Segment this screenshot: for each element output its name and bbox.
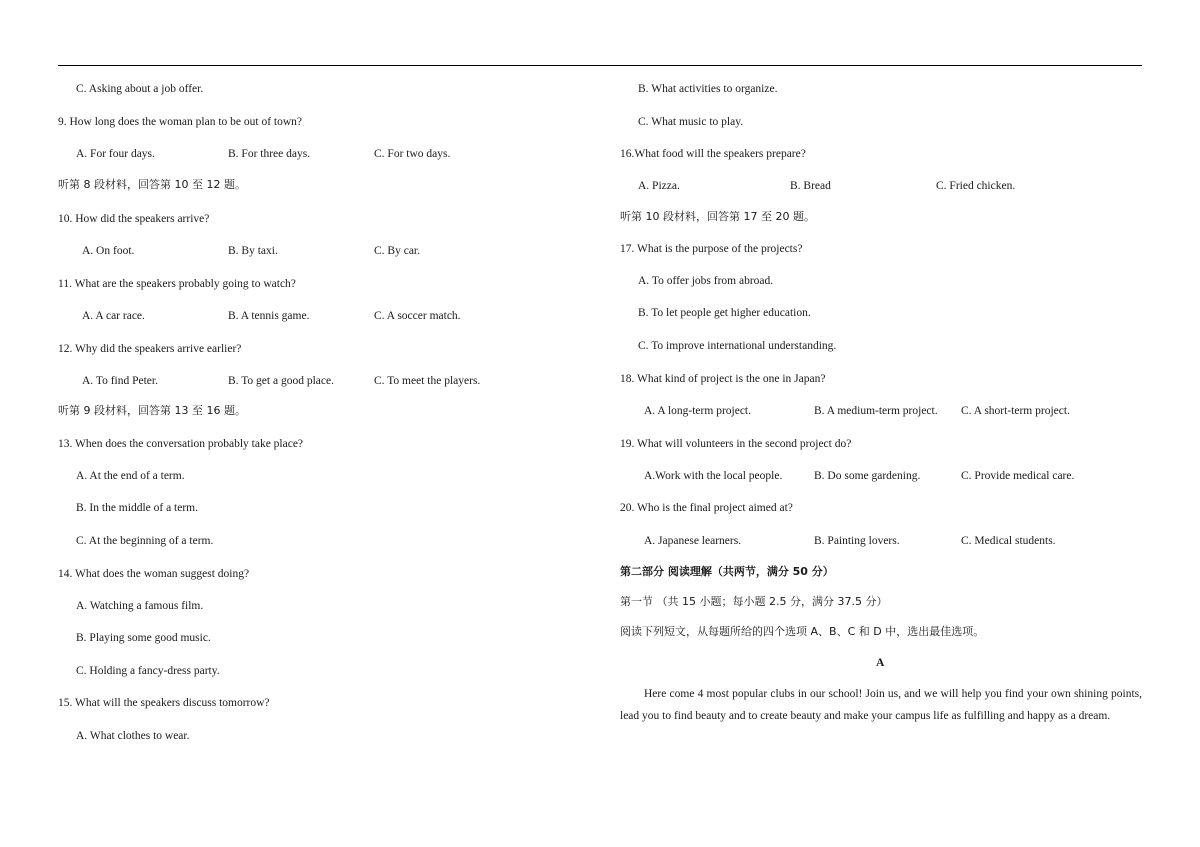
q9-option-b: B. For three days. [228,148,311,160]
q18-option-a: A. A long-term project. [644,405,751,417]
q18-option-b: B. A medium-term project. [814,405,938,417]
q16-option-a: A. Pizza. [638,180,680,192]
q10-option-c: C. By car. [374,245,420,257]
q19-option-a: A.Work with the local people. [644,470,783,482]
q16-option-c: C. Fried chicken. [936,180,1016,192]
q19-option-c: C. Provide medical care. [961,470,1075,482]
q20-option-c: C. Medical students. [961,535,1056,547]
q17-option-c: C. To improve international understanding. [638,340,837,352]
q17-question: 17. What is the purpose of the projects? [620,243,803,255]
q11-option-c: C. A soccer match. [374,310,461,322]
passage-label: A [876,657,885,669]
section-8-heading: 听第 8 段材料，回答第 10 至 12 题。 [58,178,246,191]
q12-option-c: C. To meet the players. [374,375,481,387]
q9-option-c: C. For two days. [374,148,451,160]
q19-question: 19. What will volunteers in the second project do? [620,438,852,450]
q13-question: 13. When does the conversation probably take place? [58,438,304,450]
q13-option-c: C. At the beginning of a term. [76,535,214,547]
q18-question: 18. What kind of project is the one in Japan? [620,373,826,385]
q15-option-b: B. What activities to organize. [638,83,778,95]
q20-option-a: A. Japanese learners. [644,535,742,547]
q10-option-b: B. By taxi. [228,245,278,257]
q15-question: 15. What will the speakers discuss tomorrow? [58,697,270,709]
q16-option-b: B. Bread [790,180,831,192]
q12-option-b: B. To get a good place. [228,375,334,387]
q20-option-b: B. Painting lovers. [814,535,900,547]
q12-question: 12. Why did the speakers arrive earlier? [58,343,242,355]
q19-option-b: B. Do some gardening. [814,470,921,482]
q8-option-c: C. Asking about a job offer. [76,83,204,95]
passage-a-text: Here come 4 most popular clubs in our school! Join us, and we will help you find your own shining points, lead you to find beauty and to create beauty and make your campus life as fulfilling and happy as a dream. [620,688,1142,722]
q14-option-a: A. Watching a famous film. [76,600,204,612]
q13-option-a: A. At the end of a term. [76,470,185,482]
q17-option-a: A. To offer jobs from abroad. [638,275,774,287]
q14-option-b: B. Playing some good music. [76,632,211,644]
part-2-instructions: 阅读下列短文，从每题所给的四个选项 A、B、C 和 D 中，选出最佳选项。 [620,625,985,638]
q11-option-b: B. A tennis game. [228,310,310,322]
part-2-section-1-heading: 第一节 （共 15 小题；每小题 2.5 分，满分 37.5 分） [620,595,888,608]
q10-question: 10. How did the speakers arrive? [58,213,210,225]
q20-question: 20. Who is the final project aimed at? [620,502,793,514]
q15-option-a: A. What clothes to wear. [76,730,190,742]
q11-option-a: A. A car race. [82,310,145,322]
q10-option-a: A. On foot. [82,245,135,257]
header-rule [58,65,1142,66]
q12-option-a: A. To find Peter. [82,375,158,387]
q13-option-b: B. In the middle of a term. [76,502,198,514]
section-9-heading: 听第 9 段材料，回答第 13 至 16 题。 [58,404,246,417]
q18-option-c: C. A short-term project. [961,405,1070,417]
q17-option-b: B. To let people get higher education. [638,307,811,319]
section-10-heading: 听第 10 段材料，回答第 17 至 20 题。 [620,210,815,223]
part-2-title: 第二部分 阅读理解（共两节，满分 50 分） [620,565,834,578]
q16-question: 16.What food will the speakers prepare? [620,148,806,160]
q9-question: 9. How long does the woman plan to be out of town? [58,116,303,128]
q11-question: 11. What are the speakers probably going to watch? [58,278,296,290]
q14-option-c: C. Holding a fancy-dress party. [76,665,220,677]
q14-question: 14. What does the woman suggest doing? [58,568,250,580]
q9-option-a: A. For four days. [76,148,155,160]
q15-option-c: C. What music to play. [638,116,744,128]
